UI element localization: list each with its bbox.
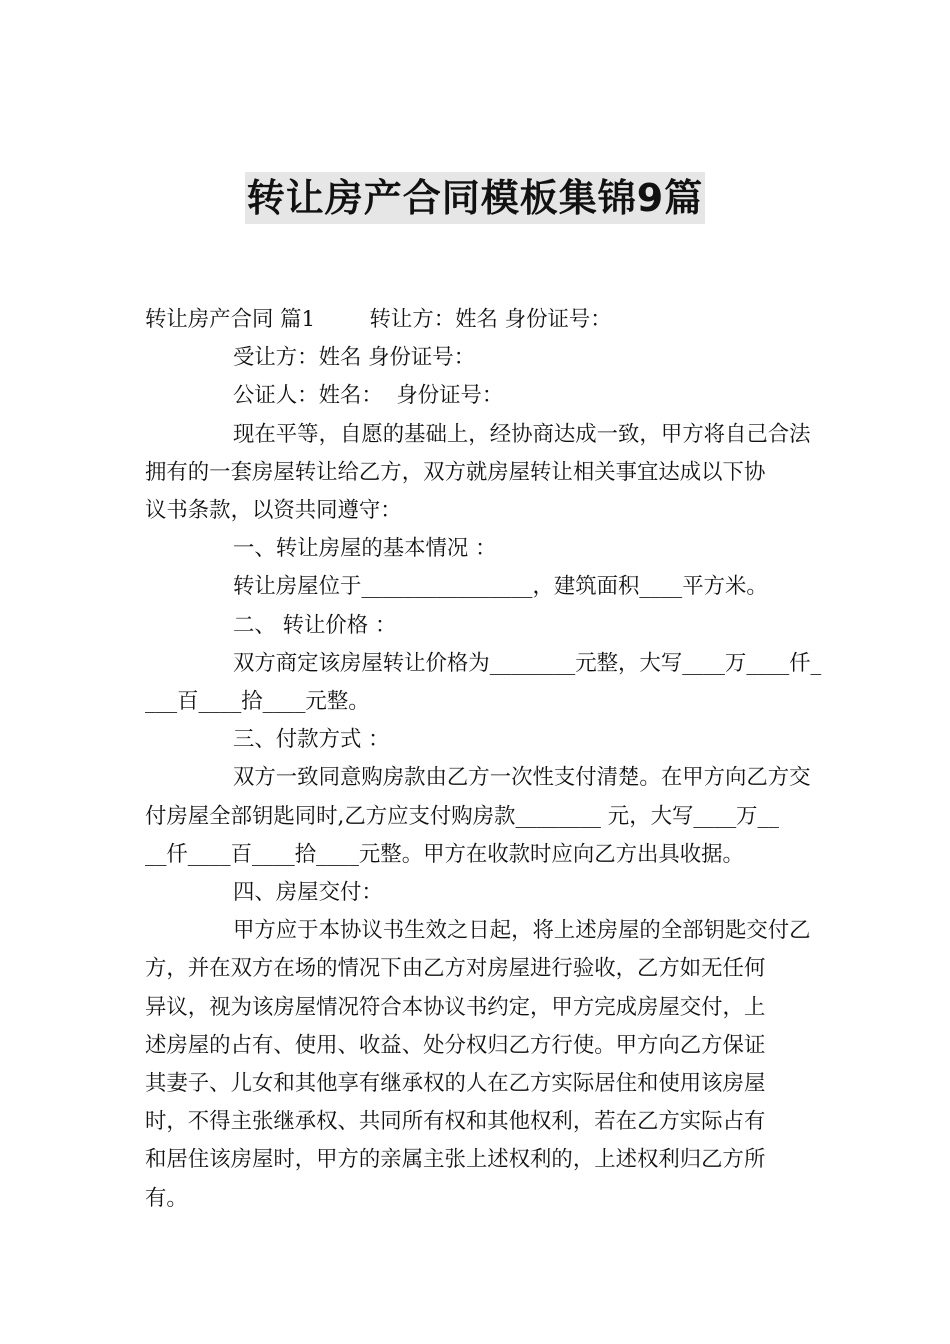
document-body: [145, 301, 822, 1218]
body-line: 转让房产合同 篇1 转让方：姓名 身份证号：: [145, 307, 612, 332]
body-line: 拥有的一套房屋转让给乙方，双方就房屋转让相关事宜达成以下协: [145, 459, 766, 485]
body-line: 议书条款，以资共同遵守：: [145, 498, 402, 524]
body-line: ___百____拾____元整。: [145, 689, 370, 715]
body-line: 异议，视为该房屋情况符合本协议书约定，甲方完成房屋交付，上: [145, 994, 766, 1020]
body-line: 有。: [145, 1185, 188, 1211]
body-line: 甲方应于本协议书生效之日起，将上述房屋的全部钥匙交付乙: [233, 918, 811, 944]
body-line: 付房屋全部钥匙同时,乙方应支付购房款________ 元，大写____万__: [145, 803, 779, 829]
body-line: 时，不得主张继承权、共同所有权和其他权利，若在乙方实际占有: [145, 1109, 766, 1135]
body-line: 双方商定该房屋转让价格为________元整，大写____万____仟_: [233, 650, 822, 676]
body-line: 受让方：姓名 身份证号：: [233, 345, 476, 371]
body-line: 其妻子、儿女和其他享有继承权的人在乙方实际居住和使用该房屋: [145, 1071, 766, 1097]
body-line: 方，并在双方在场的情况下由乙方对房屋进行验收，乙方如无任何: [145, 956, 766, 982]
body-line: 转让房屋位于________________，建筑面积____平方米。: [233, 574, 768, 600]
body-line: 述房屋的占有、使用、收益、处分权归乙方行使。甲方向乙方保证: [145, 1032, 766, 1058]
body-line: 双方一致同意购房款由乙方一次性支付清楚。在甲方向乙方交: [233, 765, 811, 791]
body-line: 四、房屋交付：: [233, 880, 383, 906]
body-line: 二、 转让价格 ：: [233, 612, 397, 638]
title-wrapper: [0, 172, 950, 224]
body-line: 现在平等，自愿的基础上，经协商达成一致，甲方将自己合法: [233, 421, 811, 447]
body-line: 三、付款方式 ：: [233, 727, 390, 753]
document-title: 转让房产合同模板集锦9篇: [245, 172, 705, 224]
body-line: 和居住该房屋时，甲方的亲属主张上述权利的，上述权利归乙方所: [145, 1147, 766, 1173]
body-line: 一、转让房屋的基本情况 ：: [233, 536, 497, 562]
body-line: 公证人：姓名： 身份证号：: [233, 383, 504, 409]
body-line: __仟____百____拾____元整。甲方在收款时应向乙方出具收据。: [145, 841, 744, 867]
